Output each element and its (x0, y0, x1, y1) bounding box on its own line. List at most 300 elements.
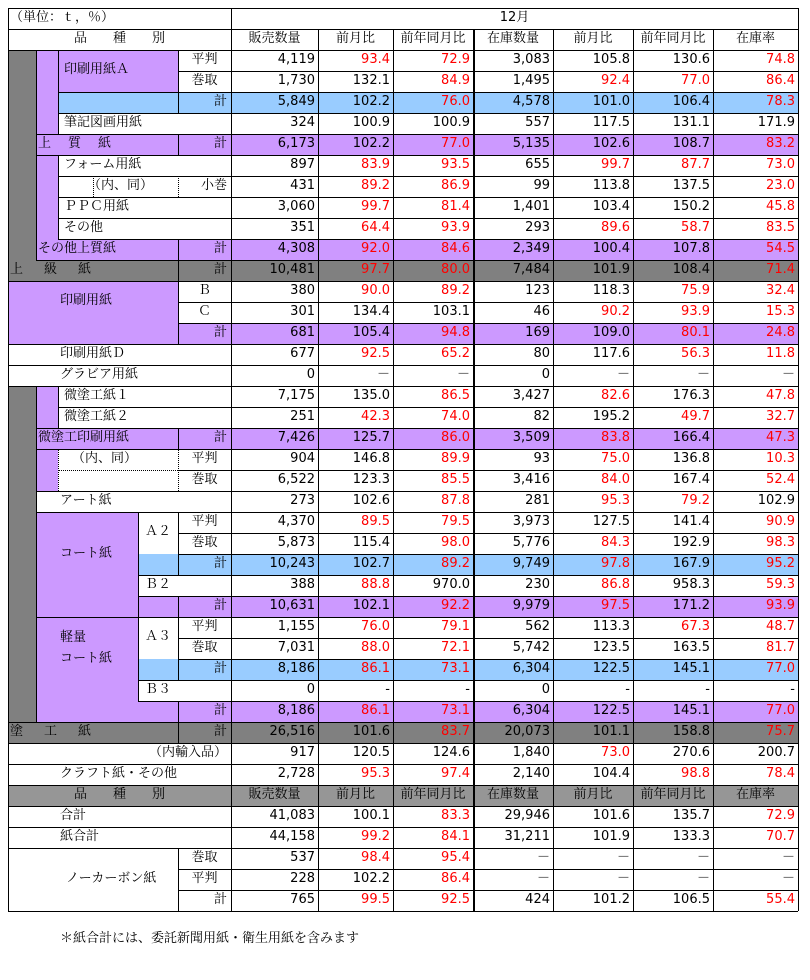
value-cell: 79.2 (681, 493, 710, 508)
value-cell: 163.5 (672, 640, 710, 655)
value-cell: 4,370 (277, 514, 315, 529)
row-label: （内輸入品） (148, 745, 227, 760)
h-rule (178, 470, 231, 471)
value-cell: 47.8 (766, 388, 795, 403)
value-cell: 95.3 (361, 766, 390, 781)
h-rule (36, 428, 231, 429)
value-cell: 75.7 (766, 724, 795, 739)
value-cell: 102.6 (592, 136, 630, 151)
value-cell: 102.1 (352, 598, 390, 613)
value-cell: 58.7 (681, 220, 710, 235)
value-cell: 89.2 (441, 283, 470, 298)
value-cell: 101.6 (592, 808, 630, 823)
value-cell: 107.8 (672, 241, 710, 256)
value-cell: － (616, 850, 630, 865)
h-rule (138, 701, 231, 702)
value-cell: 7,031 (277, 640, 315, 655)
value-cell: 65.2 (441, 346, 470, 361)
value-cell: 4,308 (277, 241, 315, 256)
h-rule (8, 281, 231, 282)
value-cell: 86.0 (441, 430, 470, 445)
row-label: 計 (213, 556, 227, 571)
value-cell: 120.5 (352, 745, 390, 760)
value-cell: 86.4 (766, 73, 795, 88)
h-rule (58, 470, 178, 471)
row-label: 計 (213, 262, 227, 277)
value-cell: 137.5 (672, 178, 710, 193)
value-cell: - (705, 682, 710, 697)
value-cell: 98.8 (681, 766, 710, 781)
value-cell: － (696, 871, 710, 886)
h-rule (8, 344, 231, 345)
v-rule (633, 29, 634, 911)
value-cell: 101.2 (592, 892, 630, 907)
value-cell: 380 (290, 283, 315, 298)
value-cell: 23.0 (766, 178, 795, 193)
row-label: 印刷用紙 (60, 293, 113, 308)
value-cell: 3,973 (512, 514, 550, 529)
v-rule (178, 428, 179, 449)
value-cell: 4,119 (277, 52, 315, 67)
value-cell: 8,186 (277, 703, 315, 718)
value-cell: － (616, 871, 630, 886)
value-cell: 101.6 (352, 724, 390, 739)
value-cell: 97.7 (361, 262, 390, 277)
h-rule (58, 92, 231, 93)
value-cell: 270.6 (672, 745, 710, 760)
h-rule (58, 239, 231, 240)
value-cell: 83.9 (361, 157, 390, 172)
value-cell: 89.2 (361, 178, 390, 193)
value-cell: 141.4 (672, 514, 710, 529)
value-cell: 32.7 (766, 409, 795, 424)
row-label: 平判 (191, 514, 218, 529)
h-rule (58, 176, 231, 177)
row-label: 平判 (191, 52, 218, 67)
value-cell: － (696, 367, 710, 382)
value-cell: 158.8 (672, 724, 710, 739)
h-rule (138, 575, 231, 576)
h-rule (36, 617, 231, 618)
value-cell: 3,427 (512, 388, 550, 403)
h-rule (36, 134, 231, 135)
value-cell: 98.4 (361, 850, 390, 865)
value-cell: 132.1 (352, 73, 390, 88)
value-cell: 0 (306, 682, 315, 697)
v-rule (58, 155, 59, 239)
h-rule (8, 29, 798, 30)
value-cell: 92.5 (441, 892, 470, 907)
value-cell: - (790, 682, 795, 697)
value-cell: 1,495 (512, 73, 550, 88)
value-cell: 2,349 (512, 241, 550, 256)
value-cell: 131.1 (672, 115, 710, 130)
value-cell: 94.8 (441, 325, 470, 340)
value-cell: 49.7 (681, 409, 710, 424)
value-cell: 101.0 (592, 94, 630, 109)
row-label: 平判 (191, 871, 218, 886)
value-cell: 89.5 (361, 514, 390, 529)
v-rule (8, 8, 9, 911)
value-cell: 171.9 (757, 115, 795, 130)
value-cell: 109.0 (592, 325, 630, 340)
v-rule (178, 701, 179, 743)
h-rule (36, 512, 231, 513)
value-cell: － (781, 871, 795, 886)
value-cell: 100.4 (592, 241, 630, 256)
value-cell: 72.9 (766, 808, 795, 823)
value-cell: 102.7 (352, 556, 390, 571)
value-cell: 86.1 (361, 661, 390, 676)
value-cell: 83.7 (441, 724, 470, 739)
h-rule (178, 302, 231, 303)
value-cell: 98.3 (766, 535, 795, 550)
value-cell: 5,873 (277, 535, 315, 550)
h-rule (36, 260, 231, 261)
value-cell: 6,304 (512, 703, 550, 718)
value-cell: 80.1 (681, 325, 710, 340)
column-header: 在庫数量 (486, 787, 539, 802)
value-cell: 90.9 (766, 514, 795, 529)
value-cell: 102.6 (352, 493, 390, 508)
row-label: Ａ２ (144, 524, 171, 539)
row-label: ＰＰＣ用紙 (64, 199, 130, 214)
value-cell: 125.7 (352, 430, 390, 445)
value-cell: 31,211 (504, 829, 550, 844)
value-cell: 93 (533, 451, 550, 466)
row-label: グラビア用紙 (60, 367, 139, 382)
value-cell: 74.8 (766, 52, 795, 67)
value-cell: 431 (290, 178, 315, 193)
row-label: コート紙 (60, 651, 113, 666)
value-cell: 92.5 (361, 346, 390, 361)
v-rule (231, 8, 232, 911)
value-cell: 897 (290, 157, 315, 172)
value-cell: 192.9 (672, 535, 710, 550)
value-cell: 167.4 (672, 472, 710, 487)
row-label: 巻取 (191, 535, 218, 550)
h-rule (58, 407, 231, 408)
row-label: Ｂ２ (144, 577, 171, 592)
value-cell: 5,849 (277, 94, 315, 109)
value-cell: 81.4 (441, 199, 470, 214)
value-cell: 87.8 (441, 493, 470, 508)
value-cell: 9,979 (512, 598, 550, 613)
h-rule (58, 218, 231, 219)
value-cell: 228 (290, 871, 315, 886)
value-cell: - (625, 682, 630, 697)
h-rule (8, 386, 231, 387)
row-label: 印刷用紙Ｄ (60, 346, 126, 361)
value-cell: 44,158 (269, 829, 315, 844)
footnote: ＊紙合計には、委託新聞用紙・衛生用紙を含みます (60, 931, 360, 946)
value-cell: 55.4 (766, 892, 795, 907)
column-header: 前月比 (335, 787, 375, 802)
value-cell: 5,135 (512, 136, 550, 151)
value-cell: 85.5 (441, 472, 470, 487)
row-label: 巻取 (191, 640, 218, 655)
h-rule (178, 659, 231, 660)
value-cell: 958.3 (672, 577, 710, 592)
value-cell: 6,522 (277, 472, 315, 487)
value-cell: 301 (290, 304, 315, 319)
value-cell: 71.4 (766, 262, 795, 277)
v-rule (36, 50, 37, 260)
v-rule (178, 449, 179, 491)
value-cell: 171.2 (672, 598, 710, 613)
row-label: 計 (213, 661, 227, 676)
v-rule (58, 449, 59, 491)
value-cell: 93.9 (766, 598, 795, 613)
value-cell: 78.4 (766, 766, 795, 781)
value-cell: 83.3 (441, 808, 470, 823)
column-header: 販売数量 (248, 31, 301, 46)
value-cell: 83.2 (766, 136, 795, 151)
value-cell: 80 (533, 346, 550, 361)
value-cell: 562 (525, 619, 550, 634)
value-cell: - (385, 682, 390, 697)
value-cell: 146.8 (352, 451, 390, 466)
value-cell: 86.4 (441, 871, 470, 886)
value-cell: 4,578 (512, 94, 550, 109)
h-rule (8, 50, 798, 51)
value-cell: 102.2 (352, 94, 390, 109)
value-cell: 113.8 (592, 178, 630, 193)
h-rule (8, 764, 231, 765)
value-cell: 273 (290, 493, 315, 508)
value-cell: 97.4 (441, 766, 470, 781)
category-header: 品 種 別 (73, 787, 165, 802)
value-cell: 90.2 (601, 304, 630, 319)
row-label: 巻取 (191, 850, 218, 865)
value-cell: 10,631 (269, 598, 315, 613)
value-cell: - (465, 682, 470, 697)
value-cell: 970.0 (432, 577, 470, 592)
h-rule (178, 323, 231, 324)
row-label: （内、同） (72, 451, 138, 466)
value-cell: 388 (290, 577, 315, 592)
value-cell: 104.4 (592, 766, 630, 781)
value-cell: 10,243 (269, 556, 315, 571)
value-cell: 78.3 (766, 94, 795, 109)
value-cell: 93.4 (361, 52, 390, 67)
v-rule (178, 596, 179, 680)
value-cell: 41,083 (269, 808, 315, 823)
value-cell: 106.4 (672, 94, 710, 109)
value-cell: － (376, 367, 390, 382)
row-label: 計 (213, 136, 227, 151)
value-cell: 11.8 (766, 346, 795, 361)
month-header: 12月 (499, 10, 530, 25)
value-cell: 86.9 (441, 178, 470, 193)
value-cell: 77.0 (766, 661, 795, 676)
value-cell: 93.9 (681, 304, 710, 319)
v-rule (178, 239, 179, 344)
value-cell: 86.1 (361, 703, 390, 718)
v-rule (798, 8, 799, 911)
value-cell: 73.0 (766, 157, 795, 172)
value-cell: 93.9 (441, 220, 470, 235)
value-cell: 251 (290, 409, 315, 424)
h-rule (178, 638, 231, 639)
h-rule (58, 113, 231, 114)
value-cell: 67.3 (681, 619, 710, 634)
value-cell: 6,304 (512, 661, 550, 676)
value-cell: 56.3 (681, 346, 710, 361)
value-cell: 29,946 (504, 808, 550, 823)
value-cell: － (781, 367, 795, 382)
value-cell: 93.5 (441, 157, 470, 172)
h-rule (178, 71, 231, 72)
v-rule (318, 29, 319, 911)
value-cell: 42.3 (361, 409, 390, 424)
value-cell: 83.5 (766, 220, 795, 235)
value-cell: 537 (290, 850, 315, 865)
value-cell: 115.4 (352, 535, 390, 550)
value-cell: 24.8 (766, 325, 795, 340)
value-cell: 230 (525, 577, 550, 592)
v-rule (553, 29, 554, 911)
value-cell: 113.3 (592, 619, 630, 634)
value-cell: 77.0 (441, 136, 470, 151)
value-cell: 74.0 (441, 409, 470, 424)
value-cell: 765 (290, 892, 315, 907)
row-label: 平判 (191, 619, 218, 634)
v-rule (178, 176, 179, 197)
value-cell: 86.8 (601, 577, 630, 592)
value-cell: 102.2 (352, 871, 390, 886)
value-cell: 99.7 (601, 157, 630, 172)
value-cell: 351 (290, 220, 315, 235)
value-cell: 134.4 (352, 304, 390, 319)
row-label: 筆記図画用紙 (64, 115, 143, 130)
gray-bar (8, 50, 36, 281)
value-cell: 15.3 (766, 304, 795, 319)
value-cell: 59.3 (766, 577, 795, 592)
value-cell: 135.0 (352, 388, 390, 403)
value-cell: 32.4 (766, 283, 795, 298)
value-cell: 82 (533, 409, 550, 424)
value-cell: 324 (290, 115, 315, 130)
h-rule (8, 743, 231, 744)
value-cell: 103.1 (432, 304, 470, 319)
value-cell: 88.8 (361, 577, 390, 592)
value-cell: 83.8 (601, 430, 630, 445)
value-cell: 92.2 (441, 598, 470, 613)
value-cell: 136.8 (672, 451, 710, 466)
h-rule (178, 554, 231, 555)
gray-bar (8, 386, 36, 743)
h-rule (178, 890, 231, 891)
value-cell: 123.5 (592, 640, 630, 655)
h-rule (138, 680, 231, 681)
value-cell: 101.9 (592, 829, 630, 844)
value-cell: 92.0 (361, 241, 390, 256)
value-cell: 105.8 (592, 52, 630, 67)
value-cell: 145.1 (672, 661, 710, 676)
value-cell: 46 (533, 304, 550, 319)
row-label: Ｃ (197, 304, 211, 319)
value-cell: 3,083 (512, 52, 550, 67)
value-cell: 77.0 (681, 73, 710, 88)
column-header: 前月比 (335, 31, 375, 46)
value-cell: 105.4 (352, 325, 390, 340)
row-label: 上 級 紙 (10, 262, 96, 277)
h-rule (36, 449, 231, 450)
row-label: 合計 (60, 808, 87, 823)
value-cell: 293 (525, 220, 550, 235)
value-cell: 79.5 (441, 514, 470, 529)
value-cell: － (781, 850, 795, 865)
h-rule (8, 827, 231, 828)
column-header: 前年同月比 (400, 787, 466, 802)
value-cell: 86.5 (441, 388, 470, 403)
value-cell: 195.2 (592, 409, 630, 424)
value-cell: 64.4 (361, 220, 390, 235)
column-header: 前月比 (573, 31, 613, 46)
h-rule (8, 806, 798, 807)
value-cell: 75.9 (681, 283, 710, 298)
value-cell: 72.9 (441, 52, 470, 67)
category-header: 品 種 別 (73, 31, 165, 46)
value-cell: 99.5 (361, 892, 390, 907)
value-cell: 95.3 (601, 493, 630, 508)
value-cell: 7,175 (277, 388, 315, 403)
value-cell: 26,516 (269, 724, 315, 739)
value-cell: 5,776 (512, 535, 550, 550)
value-cell: 82.6 (601, 388, 630, 403)
value-cell: 677 (290, 346, 315, 361)
h-rule (36, 491, 231, 492)
value-cell: 166.4 (672, 430, 710, 445)
value-cell: 123 (525, 283, 550, 298)
value-cell: 904 (290, 451, 315, 466)
row-label: 微塗工紙２ (64, 409, 130, 424)
value-cell: 3,509 (512, 430, 550, 445)
value-cell: 1,401 (512, 199, 550, 214)
value-cell: 84.9 (441, 73, 470, 88)
row-label: 計 (213, 724, 227, 739)
value-cell: 101.9 (592, 262, 630, 277)
row-label: 計 (213, 598, 227, 613)
h-rule (8, 365, 231, 366)
value-cell: 84.1 (441, 829, 470, 844)
row-label: ノーカーボン紙 (66, 871, 157, 886)
value-cell: 0 (541, 682, 550, 697)
column-header: 前月比 (573, 787, 613, 802)
row-label: クラフト紙・その他 (60, 766, 178, 781)
value-cell: 99.2 (361, 829, 390, 844)
row-label: （内、同） (88, 178, 154, 193)
h-rule (8, 785, 798, 786)
h-rule (178, 533, 231, 534)
value-cell: 88.0 (361, 640, 390, 655)
value-cell: 122.5 (592, 661, 630, 676)
value-cell: 95.4 (441, 850, 470, 865)
value-cell: － (456, 367, 470, 382)
value-cell: 87.7 (681, 157, 710, 172)
v-rule (178, 848, 179, 911)
column-header: 在庫率 (735, 787, 775, 802)
value-cell: 118.3 (592, 283, 630, 298)
v-rule (178, 50, 179, 113)
value-cell: 9,749 (512, 556, 550, 571)
v-rule (93, 176, 94, 197)
row-label: 巻取 (191, 73, 218, 88)
h-rule (36, 155, 231, 156)
value-cell: 135.7 (672, 808, 710, 823)
value-cell: 102.2 (352, 136, 390, 151)
